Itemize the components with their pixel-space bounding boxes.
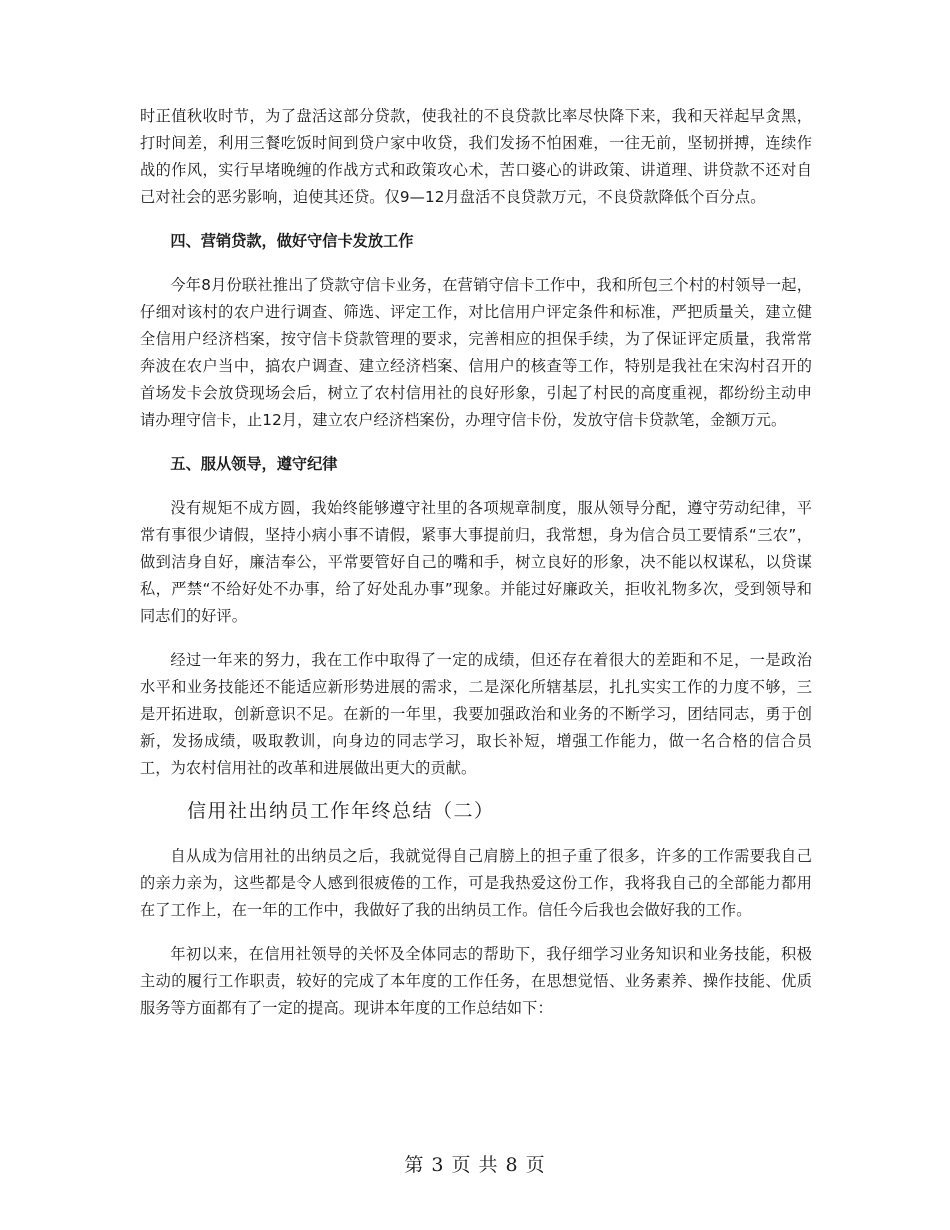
document-title-part-2: 信用社出纳员工作年终总结（二） (187, 800, 495, 822)
paragraph-credit-card-marketing: 今年8月份联社推出了贷款守信卡业务，在营销守信卡工作中，我和所包三个村的村领导一起，仔细对该村的农户进行调查、筛选、评定工作，对比信用户评定条件和标准，严把质量关，建立健全信用户经济档案，按守信卡贷款管理的要求，完善相应的担保手续，为了保证评定质量，我常常奔波在农户当中，搞农户调查、建立经济档案、信用户的核查等工作，特别是我社在宋沟村召开的首场发卡会放贷现场会后，树立了农村信用社的良好形象，引起了村民的高度重视，都纷纷主动申请办理守信卡，止12月，建立农户经济档案份，办理守信卡份，发放守信卡贷款笔，金额万元。 (140, 276, 812, 429)
paragraph-loan-recovery: 时正值秋收时节，为了盘活这部分贷款，使我社的不良贷款比率尽快降下来，我和天祥起早贪黑，打时间差，利用三餐吃饭时间到贷户家中收贷，我们发扬不怕困难，一往无前，坚韧拼搏，连续作战的作风，实行早堵晚缠的作战方式和政策攻心术，苦口婆心的讲政策、讲道理、讲贷款不还对自己对社会的恶劣影响，迫使其还贷。仅9—12月盘活不良贷款万元，不良贷款降低个百分点。 (140, 107, 812, 206)
paragraph-year-review: 年初以来，在信用社领导的关怀及全体同志的帮助下，我仔细学习业务知识和业务技能，积极主动的履行工作职责，较好的完成了本年度的工作任务，在思想觉悟、业务素养、操作技能、优质服务等方面都有了一定的提高。现讲本年度的工作总结如下： (140, 945, 812, 1017)
document-body (140, 103, 812, 1022)
section-heading-5: 五、服从领导，遵守纪律 (170, 455, 338, 473)
paragraph-cashier-intro: 自从成为信用社的出纳员之后，我就觉得自己肩膀上的担子重了很多，许多的工作需要我自己的亲力亲为，这些都是令人感到很疲倦的工作，可是我热爱这份工作，我将我自己的全部能力都用在了工作上，在一年的工作中，我做好了我的出纳员工作。信任今后我也会做好我的工作。 (140, 847, 812, 919)
page-footer: 第 3 页 共 8 页 (404, 1154, 546, 1176)
paragraph-discipline: 没有规矩不成方圆，我始终能够遵守社里的各项规章制度，服从领导分配，遵守劳动纪律，平常有事很少请假，坚持小病小事不请假，紧事大事提前归，我常想，身为信合员工要情系“三农”，做到洁身自好，廉洁奉公，平常要管好自己的嘴和手，树立良好的形象，决不能以权谋私，以贷谋私，严禁“不给好处不办事，给了好处乱办事”现象。并能过好廉政关，拒收礼物多次，受到领导和同志们的好评。 (140, 499, 812, 625)
section-heading-4: 四、营销贷款，做好守信卡发放工作 (170, 232, 414, 250)
paragraph-summary: 经过一年来的努力，我在工作中取得了一定的成绩，但还存在着很大的差距和不足，一是政治水平和业务技能还不能适应新形势进展的需求，二是深化所辖基层，扎扎实实工作的力度不够，三是开拓进取，创新意识不足。在新的一年里，我要加强政治和业务的不断学习，团结同志，勇于创新，发扬成绩，吸取教训，向身边的同志学习，取长补短，增强工作能力，做一名合格的信合员工，为农村信用社的改革和进展做出更大的贡献。 (140, 651, 812, 777)
